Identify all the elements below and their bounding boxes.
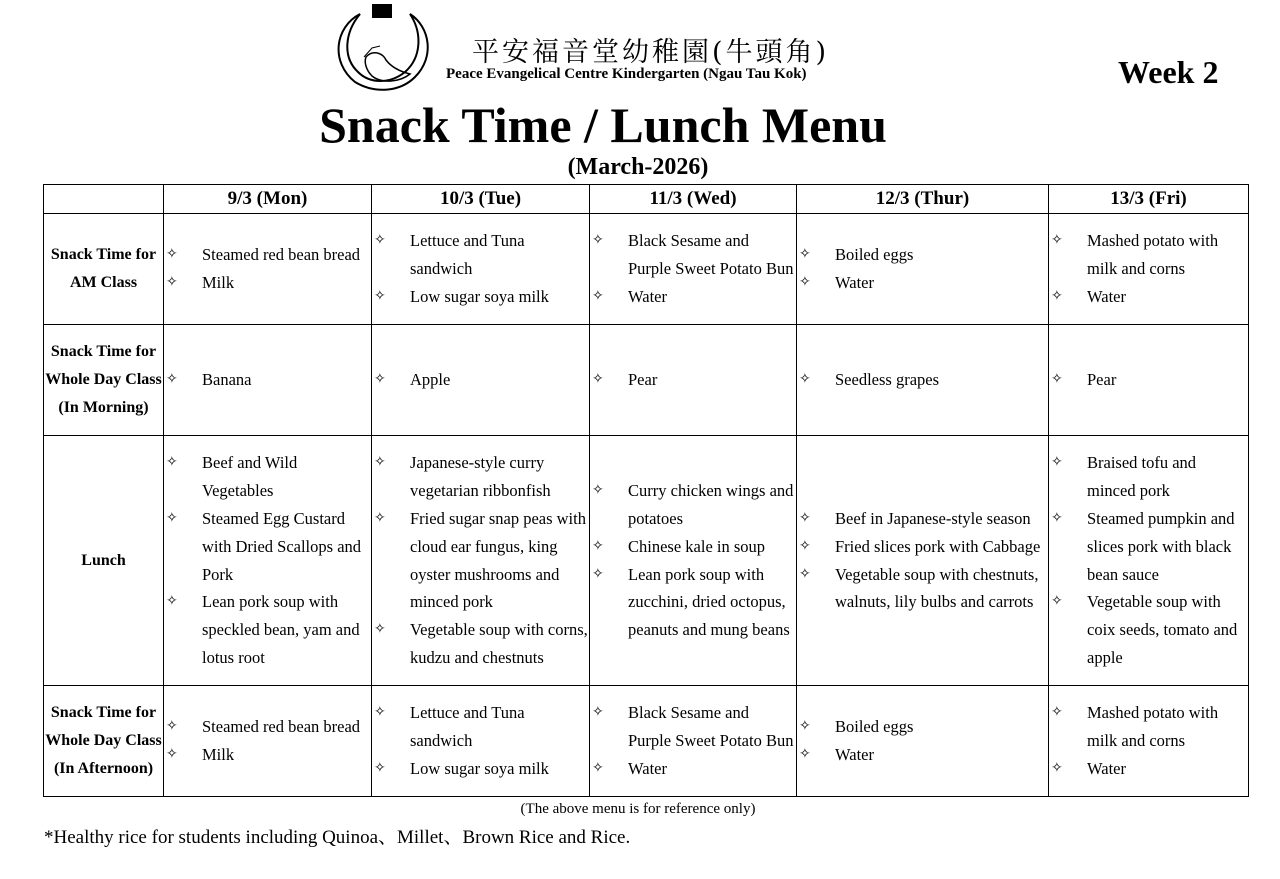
- menu-item-text: Vegetable soup with coix seeds, tomato and apple: [1087, 592, 1238, 667]
- diamond-bullet-icon: ✧: [1051, 455, 1063, 471]
- menu-item: [797, 366, 1048, 394]
- menu-item: [372, 505, 589, 616]
- menu-item-text: Fried sugar snap peas with cloud ear fungus, king oyster mushrooms and minced pork: [410, 508, 586, 612]
- diamond-bullet-icon: ✧: [374, 233, 386, 249]
- diamond-bullet-icon: ✧: [799, 538, 811, 554]
- menu-item-text: Braised tofu and minced pork: [1087, 453, 1197, 501]
- diamond-bullet-icon: ✧: [166, 747, 178, 762]
- diamond-bullet-icon: ✧: [592, 760, 604, 776]
- menu-item-text: Japanese-style curry vegetarian ribbonfish: [410, 453, 551, 501]
- menu-item-text: Black Sesame and Purple Sweet Potato Bun: [628, 231, 794, 279]
- menu-item-text: Water: [628, 758, 667, 778]
- english-school-name: Peace Evangelical Centre Kindergarten (Ngau Tau Kok): [446, 66, 807, 82]
- menu-item: [797, 241, 1048, 269]
- diamond-bullet-icon: ✧: [799, 747, 811, 762]
- reference-note: (The above menu is for reference only): [520, 801, 756, 817]
- diamond-bullet-icon: ✧: [592, 372, 604, 388]
- diamond-bullet-icon: ✧: [1051, 705, 1063, 721]
- chinese-school-name: 平安福音堂幼稚園(牛頭角): [472, 37, 830, 68]
- menu-item: [164, 741, 371, 769]
- menu-item: [1049, 283, 1248, 311]
- diamond-bullet-icon: ✧: [374, 288, 386, 304]
- menu-item: [1049, 588, 1248, 671]
- menu-item: [590, 366, 796, 394]
- dove-logo: [330, 2, 436, 98]
- diamond-bullet-icon: ✧: [166, 510, 178, 526]
- menu-item: [590, 561, 796, 644]
- menu-cell: [372, 686, 590, 797]
- menu-item-text: Beef in Japanese-style season: [835, 508, 1031, 528]
- menu-item: [590, 477, 796, 533]
- day-header: 10/3 (Tue): [372, 185, 590, 214]
- menu-cell: [1049, 214, 1249, 325]
- diamond-bullet-icon: ✧: [1051, 288, 1063, 304]
- menu-item: [1049, 505, 1248, 588]
- menu-item-text: Low sugar soya milk: [410, 758, 549, 778]
- menu-item: [797, 269, 1048, 297]
- diamond-bullet-icon: ✧: [166, 275, 178, 290]
- diamond-bullet-icon: ✧: [166, 247, 178, 263]
- menu-item-text: Water: [1087, 286, 1126, 306]
- diamond-bullet-icon: ✧: [592, 288, 604, 304]
- menu-item: [797, 713, 1048, 741]
- menu-item-text: Fried slices pork with Cabbage: [835, 536, 1041, 556]
- menu-item: [372, 755, 589, 783]
- diamond-bullet-icon: ✧: [592, 566, 604, 582]
- menu-item-text: Boiled eggs: [835, 245, 914, 265]
- menu-item: [372, 616, 589, 672]
- menu-cell: [372, 214, 590, 325]
- row-label: Snack Time for AM Class: [44, 214, 164, 325]
- menu-item-text: Milk: [202, 745, 235, 764]
- menu-item: [372, 366, 589, 394]
- menu-item: [797, 505, 1048, 533]
- diamond-bullet-icon: ✧: [374, 510, 386, 526]
- menu-item-text: Curry chicken wings and potatoes: [628, 481, 794, 528]
- diamond-bullet-icon: ✧: [166, 719, 178, 735]
- diamond-bullet-icon: ✧: [374, 455, 386, 471]
- menu-item: [1049, 449, 1248, 505]
- menu-item: [164, 505, 371, 588]
- menu-item-text: Beef and Wild Vegetables: [202, 453, 298, 501]
- menu-item-text: Black Sesame and Purple Sweet Potato Bun: [628, 703, 794, 751]
- menu-item: [590, 755, 796, 783]
- diamond-bullet-icon: ✧: [1051, 510, 1063, 526]
- menu-item: [164, 241, 371, 269]
- menu-cell: [1049, 436, 1249, 686]
- menu-item-text: Water: [1087, 758, 1126, 778]
- diamond-bullet-icon: ✧: [166, 455, 178, 471]
- menu-item: [590, 227, 796, 283]
- menu-item-text: Water: [628, 286, 667, 306]
- row-label: Lunch: [44, 436, 164, 686]
- menu-item: [797, 561, 1048, 617]
- diamond-bullet-icon: ✧: [799, 566, 811, 582]
- menu-item-text: Water: [835, 273, 874, 292]
- table-row: [44, 325, 1249, 436]
- menu-cell: [590, 436, 797, 686]
- menu-item-text: Lettuce and Tuna sandwich: [410, 231, 525, 279]
- menu-item: [1049, 227, 1248, 283]
- menu-item-text: Water: [835, 745, 874, 764]
- menu-table: [43, 184, 1249, 797]
- table-row: [44, 436, 1249, 686]
- menu-item-text: Pear: [1087, 370, 1117, 390]
- menu-item-text: Mashed potato with milk and corns: [1087, 703, 1219, 751]
- diamond-bullet-icon: ✧: [799, 247, 811, 263]
- menu-item-text: Steamed red bean bread: [202, 245, 361, 265]
- menu-item: [164, 269, 371, 297]
- diamond-bullet-icon: ✧: [374, 705, 386, 721]
- menu-item-text: Low sugar soya milk: [410, 286, 549, 306]
- menu-cell: [164, 325, 372, 436]
- menu-item-text: Chinese kale in soup: [628, 536, 766, 556]
- menu-item: [590, 533, 796, 561]
- menu-cell: [164, 214, 372, 325]
- diamond-bullet-icon: ✧: [1051, 594, 1063, 610]
- month-label: (March-2026): [567, 154, 709, 180]
- menu-item-text: Vegetable soup with chestnuts, walnuts, lily bulbs and carrots: [835, 564, 1039, 612]
- day-header: 9/3 (Mon): [164, 185, 372, 214]
- diamond-bullet-icon: ✧: [374, 622, 386, 638]
- menu-cell: [797, 214, 1049, 325]
- menu-item-text: Boiled eggs: [835, 717, 914, 737]
- menu-cell: [372, 436, 590, 686]
- menu-item: [797, 533, 1048, 561]
- diamond-bullet-icon: ✧: [799, 719, 811, 735]
- menu-item-text: Apple: [410, 370, 451, 390]
- diamond-bullet-icon: ✧: [1051, 372, 1063, 388]
- menu-item: [590, 283, 796, 311]
- menu-cell: [797, 686, 1049, 797]
- diamond-bullet-icon: ✧: [799, 510, 811, 526]
- menu-item-text: Steamed pumpkin and slices pork with black bean sauce: [1087, 508, 1235, 584]
- menu-item-text: Seedless grapes: [835, 370, 940, 390]
- diamond-bullet-icon: ✧: [592, 538, 604, 554]
- menu-item: [372, 699, 589, 755]
- menu-item: [164, 366, 371, 394]
- menu-item-text: Lettuce and Tuna sandwich: [410, 703, 525, 751]
- menu-item: [372, 449, 589, 505]
- row-label: Snack Time for Whole Day Class (In Afternoon): [44, 686, 164, 797]
- table-row: [44, 686, 1249, 797]
- menu-item: [1049, 366, 1248, 394]
- menu-item-text: Steamed red bean bread: [202, 717, 361, 737]
- menu-cell: [164, 436, 372, 686]
- diamond-bullet-icon: ✧: [166, 372, 178, 388]
- diamond-bullet-icon: ✧: [1051, 233, 1063, 249]
- rice-note: *Healthy rice for students including Quinoa、Millet、Brown Rice and Rice.: [44, 827, 631, 848]
- diamond-bullet-icon: ✧: [166, 594, 178, 610]
- menu-item-text: Banana: [202, 370, 252, 390]
- menu-cell: [590, 686, 797, 797]
- diamond-bullet-icon: ✧: [374, 760, 386, 776]
- menu-item: [1049, 755, 1248, 783]
- diamond-bullet-icon: ✧: [799, 372, 811, 388]
- menu-cell: [590, 325, 797, 436]
- page-title: Snack Time / Lunch Menu: [319, 97, 887, 153]
- row-label: Snack Time for Whole Day Class (In Morning): [44, 325, 164, 436]
- menu-item: [797, 741, 1048, 769]
- day-header: 11/3 (Wed): [590, 185, 797, 214]
- menu-item: [372, 227, 589, 283]
- menu-item-text: Vegetable soup with corns, kudzu and chestnuts: [410, 620, 588, 667]
- diamond-bullet-icon: ✧: [1051, 760, 1063, 776]
- corner-cell: [44, 185, 164, 214]
- week-label: Week 2: [1118, 54, 1219, 90]
- menu-cell: [590, 214, 797, 325]
- menu-cell: [1049, 325, 1249, 436]
- diamond-bullet-icon: ✧: [799, 275, 811, 290]
- menu-item: [164, 588, 371, 671]
- table-row: [44, 214, 1249, 325]
- day-header: 12/3 (Thur): [797, 185, 1049, 214]
- menu-cell: [797, 436, 1049, 686]
- menu-item-text: Steamed Egg Custard with Dried Scallops and Pork: [202, 508, 362, 584]
- diamond-bullet-icon: ✧: [592, 483, 604, 499]
- menu-item: [164, 713, 371, 741]
- day-header: 13/3 (Fri): [1049, 185, 1249, 214]
- menu-item-text: Mashed potato with milk and corns: [1087, 231, 1219, 279]
- menu-item-text: Lean pork soup with speckled bean, yam and lotus root: [202, 592, 360, 667]
- menu-cell: [797, 325, 1049, 436]
- menu-cell: [1049, 686, 1249, 797]
- menu-item-text: Pear: [628, 370, 658, 390]
- menu-cell: [164, 686, 372, 797]
- diamond-bullet-icon: ✧: [592, 233, 604, 249]
- menu-item: [164, 449, 371, 505]
- menu-cell: [372, 325, 590, 436]
- menu-item: [1049, 699, 1248, 755]
- diamond-bullet-icon: ✧: [374, 372, 386, 388]
- menu-item-text: Lean pork soup with zucchini, dried octopus, peanuts and mung beans: [628, 564, 790, 640]
- menu-item-text: Milk: [202, 273, 235, 292]
- menu-item: [590, 699, 796, 755]
- diamond-bullet-icon: ✧: [592, 705, 604, 721]
- menu-item: [372, 283, 589, 311]
